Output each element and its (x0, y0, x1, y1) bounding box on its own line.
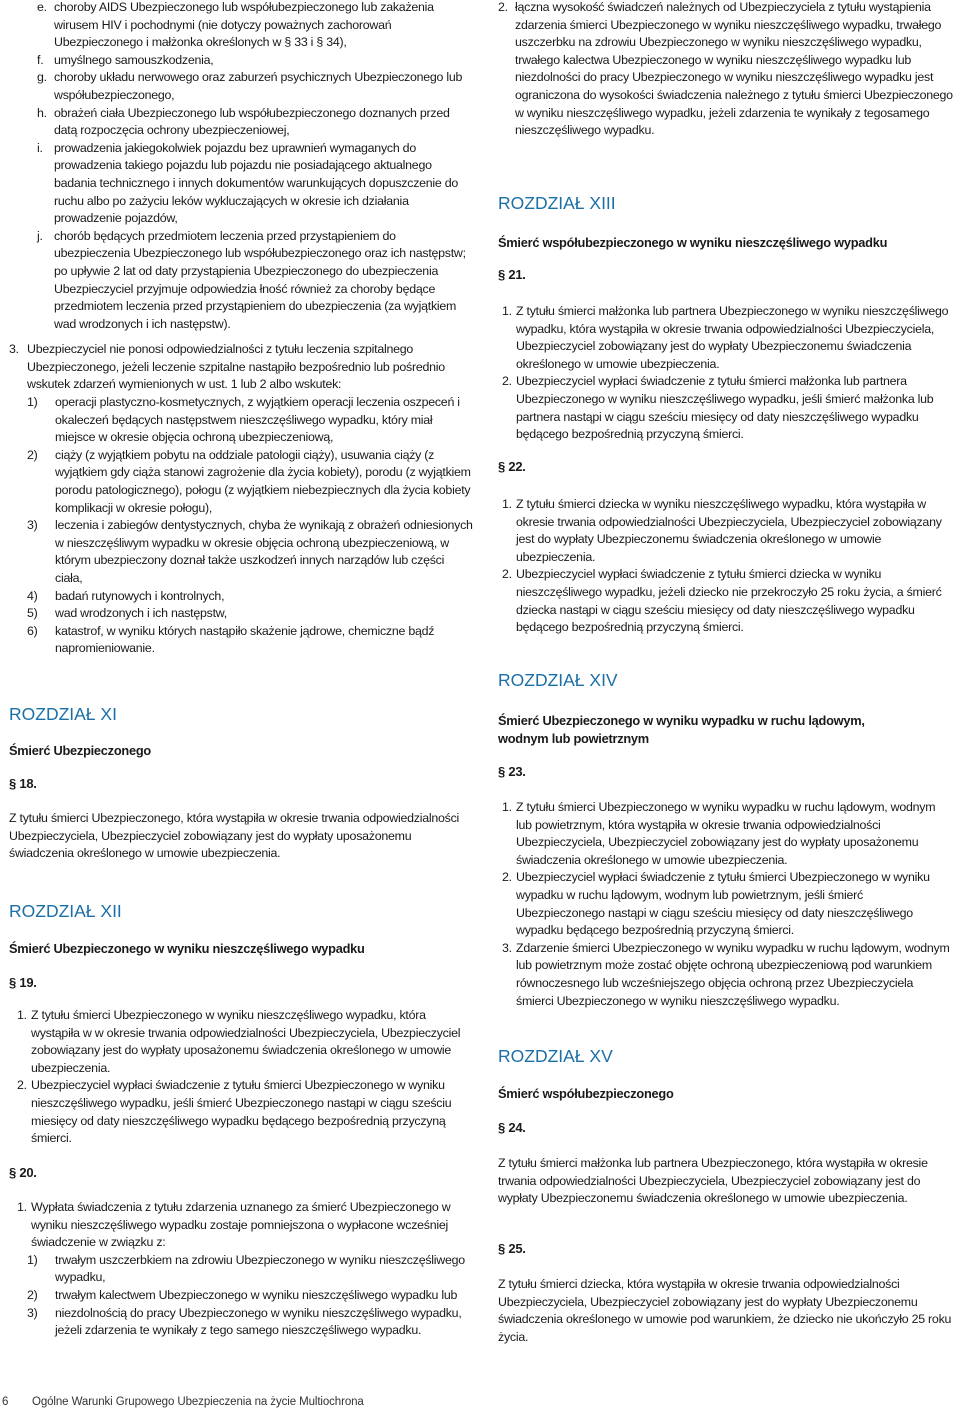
list-item-g: g. choroby układu nerwowego oraz zaburzeń psychicznych Ubezpieczonego lub współubezpieczonego, (37, 70, 463, 102)
sub-item-5: 5) wad wrodzonych i ich następstw, (27, 606, 228, 621)
paragraph-number-18: § 18. (9, 776, 37, 791)
page-number: 6 (2, 1396, 9, 1408)
paragraph-number-21: § 21. (498, 267, 526, 282)
paragraph-number-23: § 23. (498, 764, 526, 779)
sub-item-3: 3) leczenia i zabiegów dentystycznych, chyba że wynikają z obrażeń odniesionych w nieszczęśliwym wypadku w okresie objęcia ochroną ubezpieczeniową, w którym ubezpieczony doznał także uszkodzeń innych narządów lub części ciała, (27, 518, 473, 585)
chapter-subheading-xv: Śmierć współubezpieczonego (498, 1086, 674, 1101)
paragraph-number-25: § 25. (498, 1241, 526, 1256)
sub-item-1: 1) operacji plastyczno-kosmetycznych, z wyjątkiem operacji leczenia oszpeceń i okaleczeń będących następstwem nieszczęśliwego wypadku, który miał miejsce w okresie objęcia ochroną ubezpieczeniową, (27, 395, 460, 445)
list-item-22-1: 1. Z tytułu śmierci dziecka w wyniku nieszczęśliwego wypadku, która wystąpiła w okresie trwania odpowiedzialności Ubezpieczyciela, Ubezpieczyciel zobowiązany jest do wypłaty Ubezpieczonemu świadczenia określonego w umowie ubezpieczenia. (502, 497, 942, 564)
paragraph-24-text: Z tytułu śmierci małżonka lub partnera Ubezpieczonego, która wystąpiła w okresie trwania odpowiedzialności Ubezpieczyciela, Ubezpieczyciel zobowiązany jest do wypłaty Ubezpieczonemu świadczenia określonego w umowie ubezpieczenia. (498, 1156, 928, 1206)
sub-item-20-1: 1) trwałym uszczerbkiem na zdrowiu Ubezpieczonego w wyniku nieszczęśliwego wypadku, (27, 1252, 465, 1285)
sub-item-20-2: 2) trwałym kalectwem Ubezpieczonego w wyniku nieszczęśliwego wypadku lub (27, 1287, 458, 1302)
list-item-21-2: 2. Ubezpieczyciel wypłaci świadczenie z tytułu śmierci małżonka lub partnera Ubezpieczonego w wyniku nieszczęśliwego wypadku, jeśli śmierć małżonka lub partnera nastąpi w ciągu sześciu miesięcy od daty nieszczęśliwego wypadku będącego bezpośrednią przyczyną śmierci. (502, 374, 934, 442)
chapter-subheading-xi: Śmierć Ubezpieczonego (9, 743, 151, 758)
sub-item-20-3: 3) niezdolnością do pracy Ubezpieczonego w wyniku nieszczęśliwego wypadku, jeżeli zdarzenia te wynikały z tego samego nieszczęśliwego wypadku. (27, 1305, 462, 1338)
paragraph-number-24: § 24. (498, 1120, 526, 1135)
list-item-23-3: 3. Zdarzenie śmierci Ubezpieczonego w wyniku wypadku w ruchu lądowym, wodnym lub powietrznym może zostać objęte ochroną ubezpieczeniową pod warunkiem równoczesnego lub wcześniejszego objęcia ochroną przez Ubezpieczyciela śmierci Ubezpieczonego w wyniku nieszczęśliwego wypadku. (502, 940, 950, 1008)
paragraph-number-20: § 20. (9, 1165, 37, 1180)
sub-item-6: 6) katastrof, w wyniku których nastąpiło skażenie jądrowe, chemiczne bądź napromieniowanie. (27, 623, 435, 656)
chapter-subheading-xiv: Śmierć Ubezpieczonego w wyniku wypadku w ruchu lądowym, wodnym lub powietrznym (498, 713, 865, 746)
list-item-20-1: 1. Wypłata świadczenia z tytułu zdarzenia uznanego za śmierć Ubezpieczonego w wyniku nieszczęśliwego wypadku zostaje pomniejszona o wypłacone wcześniej świadczenie w związku z: (17, 1200, 451, 1250)
list-item-20-2: 2. łączna wysokość świadczeń należnych od Ubezpieczyciela z tytułu wystąpienia zdarzenia śmierci Ubezpieczonego w wyniku nieszczęśliwego wypadku, trwałego uszczerbku na zdrowiu Ubezpieczonego w wyniku nieszczęśliwego wypadku, trwałego kalectwa Ubezpieczonego w wyniku nieszczęśliwego wypadku lub niezdolności do pracy Ubezpieczonego w wyniku nieszczęśliwego wypadku jest ograniczona do wysokości świadczenia należnego z tytułu śmierci Ubezpieczonego w wyniku nieszczęśliwego wypadku, jeżeli zdarzenia te wynikały z tegosamego nieszczęśliwego wypadku. (498, 0, 953, 138)
chapter-heading-xii: ROZDZIAŁ XII (9, 901, 122, 921)
list-item-21-1: 1. Z tytułu śmierci małżonka lub partnera Ubezpieczonego w wyniku nieszczęśliwego wypadku, która wystąpiła w okresie trwania odpowiedzialności Ubezpieczyciela, Ubezpieczyciel zobowiązany jest do wypłaty Ubezpieczonemu świadczenia określonego w umowie ubezpieczenia. (502, 304, 949, 371)
sub-item-2: 2) ciąży (z wyjątkiem pobytu na oddziale patologii ciąży), usuwania ciąży (z wyjątkiem gdy ciąża stanowi zagrożenie dla życia kobiety), porodu (z wyjątkiem porodu patologicznego), połogu (z wyjątkiem niebezpiecznych dla życia kobiety komplikacji w okresie połogu), (27, 447, 471, 515)
chapter-heading-xi: ROZDZIAŁ XI (9, 704, 117, 724)
list-item-23-2: 2. Ubezpieczyciel wypłaci świadczenie z tytułu śmierci Ubezpieczonego w wyniku wypadku w ruchu lądowym, wodnym lub powietrznym, jeśli śmierć Ubezpieczonego nastąpi w ciągu sześciu miesięcy od daty nieszczęśliwego wypadku będącego bezpośrednią przyczyną śmierci. (502, 870, 930, 938)
paragraph-25-text: Z tytułu śmierci dziecka, która wystąpiła w okresie trwania odpowiedzialności Ubezpieczyciela, Ubezpieczyciel zobowiązany jest do wypłaty Ubezpieczonemu świadczenia określonego w umowie pod warunkiem, że dziecko nie ukończyło 25 roku życia. (498, 1277, 952, 1344)
paragraph-18-text: Z tytułu śmierci Ubezpieczonego, która wystąpiła w okresie trwania odpowiedzialności Ubezpieczyciela, Ubezpieczyciel zobowiązany jest do wypłaty uposażonemu świadczenia określonego w umowie ubezpieczenia. (9, 811, 460, 861)
list-item-23-1: 1. Z tytułu śmierci Ubezpieczonego w wyniku wypadku w ruchu lądowym, wodnym lub powietrznym, która wystąpiła w okresie trwania odpowiedzialności Ubezpieczyciela, Ubezpieczyciel zobowiązany jest do wypłaty uposażonemu świadczenia określonego w umowie ubezpieczenia. (502, 800, 936, 867)
list-item-i: i. prowadzenia jakiegokolwiek pojazdu bez uprawnień wymaganych do prowadzenia takiego pojazdu lub pojazdu nie posiadającego aktualnego badania technicznego i innych dokumentów warunkujących dopuszczenie do ruchu albo po zażyciu leków wykluczających w okresie ich działania prowadzenie pojazdów, (37, 140, 459, 226)
list-item-f: f. umyślnego samouszkodzenia, (37, 52, 214, 67)
chapter-heading-xiii: ROZDZIAŁ XIII (498, 193, 616, 213)
list-item-3: 3. Ubezpieczyciel nie ponosi odpowiedzialności z tytułu leczenia szpitalnego Ubezpieczonego, jeżeli leczenie szpitalne nastąpiło bezpośrednio lub pośrednio wskutek zdarzeń wymienionych w ust. 1 lub 2 albo wskutek: (9, 342, 445, 392)
list-item-22-2: 2. Ubezpieczyciel wypłaci świadczenie z tytułu śmierci dziecka w wyniku nieszczęśliwego wypadku, jeżeli dziecko nie przekroczyło 25 roku życia, a śmierć dziecka nastąpi w ciągu sześciu miesięcy od daty nieszczęśliwego wypadku będącego bezpośrednią przyczyną śmierci. (502, 567, 942, 635)
chapter-subheading-xii: Śmierć Ubezpieczonego w wyniku nieszczęśliwego wypadku (9, 941, 365, 956)
list-item-19-1: 1. Z tytułu śmierci Ubezpieczonego w wyniku nieszczęśliwego wypadku, która wystąpiła w w okresie trwania odpowiedzialności Ubezpieczyciela, Ubezpieczyciel zobowiązany jest do wypłaty uposażonemu świadczenia określonego w umowie ubezpieczenia. (17, 1008, 461, 1075)
paragraph-number-22: § 22. (498, 459, 526, 474)
chapter-heading-xiv: ROZDZIAŁ XIV (498, 670, 618, 690)
footer-title: Ogólne Warunki Grupowego Ubezpieczenia na życie Multiochrona (32, 1396, 364, 1408)
list-item-j: j. chorób będących przedmiotem leczenia przed przystąpieniem do ubezpieczenia Ubezpieczonego lub współubezpieczonego oraz ich następstw; po upływie 2 lat od daty przystąpienia Ubezpieczonego do ubezpieczenia Ubezpieczyciel przyjmuje odpowiedzia łność również za choroby będące przedmiotem leczenia przed przystąpieniem do ubezpieczenia (za wyjątkiem wad wrodzonych i ich następstw). (37, 228, 466, 331)
sub-item-4: 4) badań rutynowych i kontrolnych, (27, 588, 225, 603)
paragraph-number-19: § 19. (9, 975, 37, 990)
list-item-e: e. choroby AIDS Ubezpieczonego lub współubezpieczonego lub zakażenia wirusem HIV i pochodnymi (nie dotyczy poważnych zachorowań Ubezpieczonego i małżonka określonych w § 33 i § 34), (37, 0, 434, 50)
list-item-19-2: 2. Ubezpieczyciel wypłaci świadczenie z tytułu śmierci Ubezpieczonego w wyniku nieszczęśliwego wypadku, jeśli śmierć Ubezpieczonego nastąpi w ciągu sześciu miesięcy od daty nieszczęśliwego wypadku będącego bezpośrednią przyczyną śmierci. (17, 1078, 452, 1146)
list-item-h: h. obrażeń ciała Ubezpieczonego lub współubezpieczonego doznanych przed datą rozpoczęcia ochrony ubezpieczeniowej, (37, 105, 450, 138)
chapter-heading-xv: ROZDZIAŁ XV (498, 1046, 613, 1066)
chapter-subheading-xiii: Śmierć współubezpieczonego w wyniku nieszczęśliwego wypadku (498, 235, 888, 250)
